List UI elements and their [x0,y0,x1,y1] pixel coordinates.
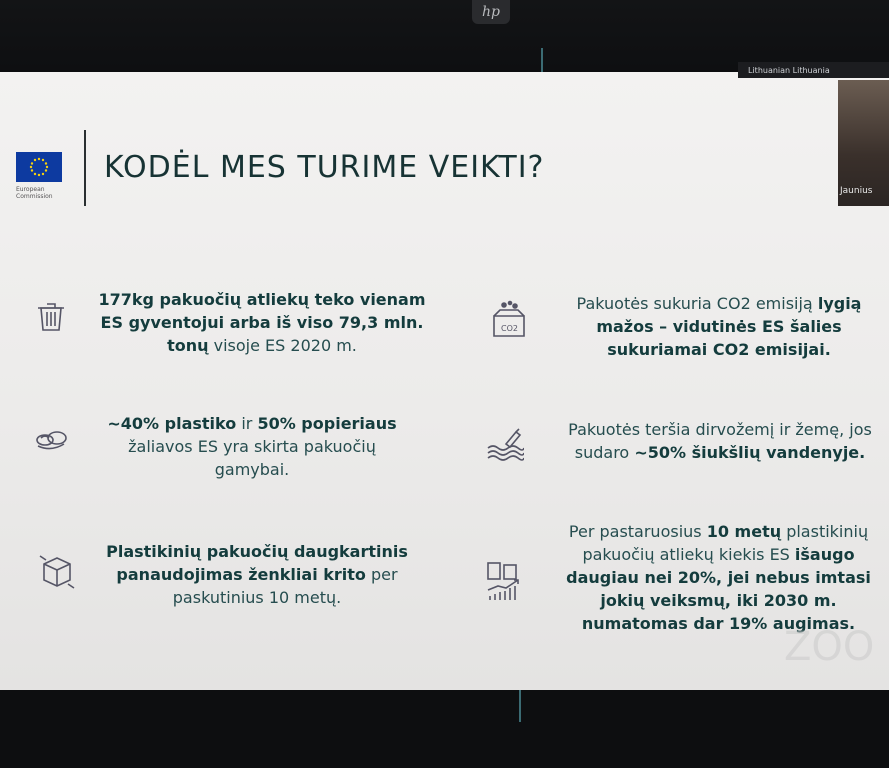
monitor-bezel-top [0,0,889,70]
eu-flag-icon [16,152,62,182]
fact-left-2 [92,412,412,481]
bottle-in-water-icon [486,424,524,462]
org-caption: European Commission [16,186,53,200]
cable-line [541,48,543,72]
fact-text-part: ~40% plastiko [107,414,237,433]
eu-stars-icon [24,156,54,178]
participant-name: Jaunius [840,186,873,196]
fact-text-part: išaugo daugiau nei 20%, jei nebus imtasi jokių veiksmų, iki 2030 m. numatomas dar 19% augimas. [566,545,871,633]
fact-text-part: lygią mažos – vidutinės ES šalies sukuriamai CO2 emisijai. [596,294,862,359]
trash-bin-icon [32,296,70,334]
package-reuse-icon [38,552,76,590]
fact-right-2 [560,418,880,464]
svg-text:CO2: CO2 [501,324,518,333]
slide-title: KODĖL MES TURIME VEIKTI? [104,150,545,185]
cable-line-bottom [519,690,521,722]
growth-chart-icon [484,560,522,602]
fact-text-part: plastikinių pakuočių atliekų kiekis ES [582,522,869,564]
co2-box-icon [490,300,528,338]
fact-left-3 [92,540,422,609]
monitor-bezel-bottom [0,690,889,768]
fact-right-3 [548,520,889,635]
fact-text-part: ~50% šiukšlių vandenyje. [634,443,866,462]
language-label: Lithuanian Lithuania [748,65,830,75]
brand-logo [472,0,510,24]
brand-text: hp [482,4,500,20]
zoom-watermark: ZOO [784,624,875,670]
raw-materials-icon [32,420,70,458]
fact-right-1 [560,292,878,361]
fact-text-part: visoje ES 2020 m. [208,336,357,355]
fact-text-part: Pakuotės teršia dirvožemį ir žemę, jos sudaro [568,420,872,462]
title-divider [84,130,86,206]
fact-text-part: 50% popieriaus [257,414,397,433]
fact-text-part: per paskutinius 10 metų. [172,565,398,607]
fact-text-part: 177kg pakuočių atliekų teko vienam ES gyventojui arba iš viso 79,3 mln. tonų [98,290,426,355]
language-indicator [738,62,889,78]
fact-text-part: ir [236,414,258,433]
fact-text-part: žaliavos ES yra skirta pakuočių gamybai. [128,437,376,479]
fact-text-part: 10 metų [706,522,782,541]
fact-text-part: Plastikinių pakuočių daugkartinis panaudojimas ženkliai krito [106,542,408,584]
fact-left-1 [92,288,432,357]
fact-text-part: Per pastaruosius [568,522,707,541]
fact-text-part: Pakuotės sukuria CO2 emisiją [576,294,818,313]
